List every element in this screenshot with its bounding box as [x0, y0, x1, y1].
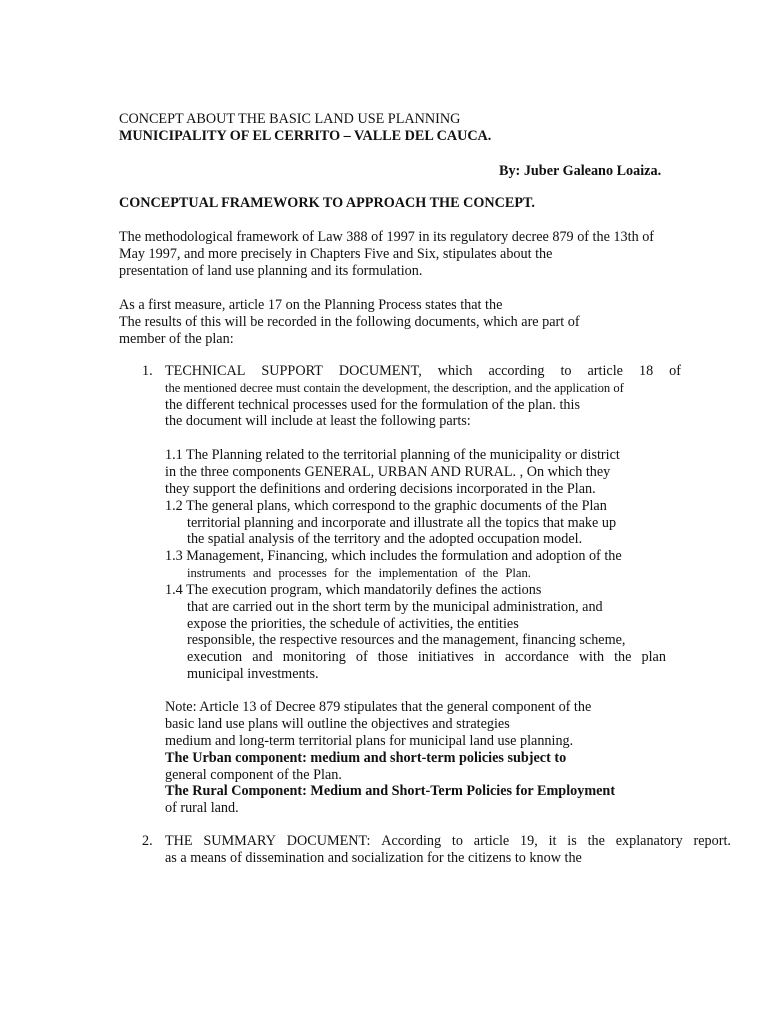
word: article	[473, 833, 510, 849]
word: of	[355, 649, 368, 665]
word: those	[377, 649, 408, 665]
word: explanatory	[615, 833, 683, 849]
author-line: By: Juber Galeano Loaiza.	[499, 163, 662, 179]
paragraph-line: the mentioned decree must contain the development, the description, and the application of	[165, 381, 624, 395]
word: the	[614, 649, 632, 665]
word: According	[381, 833, 442, 849]
word: the	[587, 833, 605, 849]
word: and	[253, 566, 272, 580]
paragraph-line: basic land use plans will outline the objectives and strategies	[165, 716, 510, 732]
paragraph-line: 1.1 The Planning related to the territorial planning of the municipality or district	[165, 447, 620, 463]
urban-component-heading: The Urban component: medium and short-term policies subject to	[165, 750, 567, 766]
section-heading: CONCEPTUAL FRAMEWORK TO APPROACH THE CONCEPT.	[119, 195, 535, 211]
word: SUMMARY	[203, 833, 276, 849]
word: 18	[638, 363, 654, 379]
word: report.	[693, 833, 731, 849]
word: initiatives	[417, 649, 474, 665]
paragraph-line: The results of this will be recorded in the following documents, which are part of	[119, 314, 580, 330]
paragraph-line: in the three components GENERAL, URBAN AND RURAL. , On which they	[165, 464, 611, 480]
word: of	[464, 566, 476, 580]
paragraph-line: the document will include at least the following parts:	[165, 413, 471, 429]
paragraph-line: the different technical processes used for the formulation of the plan. this	[165, 397, 580, 413]
word: DOCUMENT:	[286, 833, 371, 849]
word: is	[567, 833, 577, 849]
word: TECHNICAL	[165, 363, 246, 379]
word: accordance	[504, 649, 569, 665]
justified-line	[165, 363, 681, 380]
word: for	[334, 566, 349, 580]
paragraph-line: of rural land.	[165, 800, 239, 816]
paragraph-line: 1.2 The general plans, which correspond to the graphic documents of the Plan	[165, 498, 607, 514]
word: THE	[165, 833, 193, 849]
word: article	[587, 363, 623, 379]
paragraph-line: as a means of dissemination and socialization for the citizens to know the	[165, 850, 582, 866]
word: the	[482, 566, 499, 580]
paragraph-line: responsible, the respective resources and the management, financing scheme,	[187, 632, 626, 648]
paragraph-line: general component of the Plan.	[165, 767, 342, 783]
paragraph-line: municipal investments.	[187, 666, 319, 682]
paragraph-line: expose the priorities, the schedule of activities, the entities	[187, 616, 519, 632]
word: to	[560, 363, 572, 379]
word: in	[483, 649, 495, 665]
paragraph-line: that are carried out in the short term by the municipal administration, and	[187, 599, 603, 615]
word: monitoring	[282, 649, 346, 665]
paragraph-line: As a first measure, article 17 on the Planning Process states that the	[119, 297, 503, 313]
word: of	[669, 363, 681, 379]
word: SUPPORT	[261, 363, 323, 379]
word: according	[488, 363, 545, 379]
paragraph-line: they support the definitions and ordering decisions incorporated in the Plan.	[165, 481, 596, 497]
word: processes	[278, 566, 327, 580]
paragraph-line: the spatial analysis of the territory and the adopted occupation model.	[187, 531, 583, 547]
word: the	[355, 566, 372, 580]
word: 19,	[520, 833, 538, 849]
paragraph-line: 1.3 Management, Financing, which includes the formulation and adoption of the	[165, 548, 622, 564]
list-number: 1.	[142, 363, 153, 379]
word: DOCUMENT,	[338, 363, 422, 379]
word: and	[252, 649, 273, 665]
paragraph-line: member of the plan:	[119, 331, 234, 347]
word: which	[437, 363, 473, 379]
paragraph-line: territorial planning and incorporate and illustrate all the topics that make up	[187, 515, 617, 531]
list-number: 2.	[142, 833, 153, 849]
paragraph-line: May 1997, and more precisely in Chapters Five and Six, stipulates about the	[119, 246, 553, 262]
municipality-subtitle: MUNICIPALITY OF EL CERRITO – VALLE DEL CAUCA.	[119, 128, 492, 144]
word: instruments	[187, 566, 246, 580]
paragraph-line: presentation of land use planning and its formulation.	[119, 263, 423, 279]
justified-line	[187, 649, 666, 666]
document-title: CONCEPT ABOUT THE BASIC LAND USE PLANNING	[119, 111, 461, 127]
word: Plan.	[505, 566, 531, 580]
justified-line	[187, 565, 531, 582]
word: to	[451, 833, 463, 849]
word: with	[578, 649, 605, 665]
word: execution	[187, 649, 243, 665]
word: plan	[641, 649, 666, 665]
paragraph-line: medium and long-term territorial plans for municipal land use planning.	[165, 733, 574, 749]
paragraph-line: 1.4 The execution program, which mandatorily defines the actions	[165, 582, 542, 598]
word: it	[548, 833, 557, 849]
paragraph-line: The methodological framework of Law 388 of 1997 in its regulatory decree 879 of the 13th of	[119, 229, 655, 245]
rural-component-heading: The Rural Component: Medium and Short-Term Policies for Employment	[165, 783, 616, 799]
paragraph-line: Note: Article 13 of Decree 879 stipulates that the general component of the	[165, 699, 592, 715]
word: implementation	[378, 566, 458, 580]
justified-line	[165, 833, 731, 850]
